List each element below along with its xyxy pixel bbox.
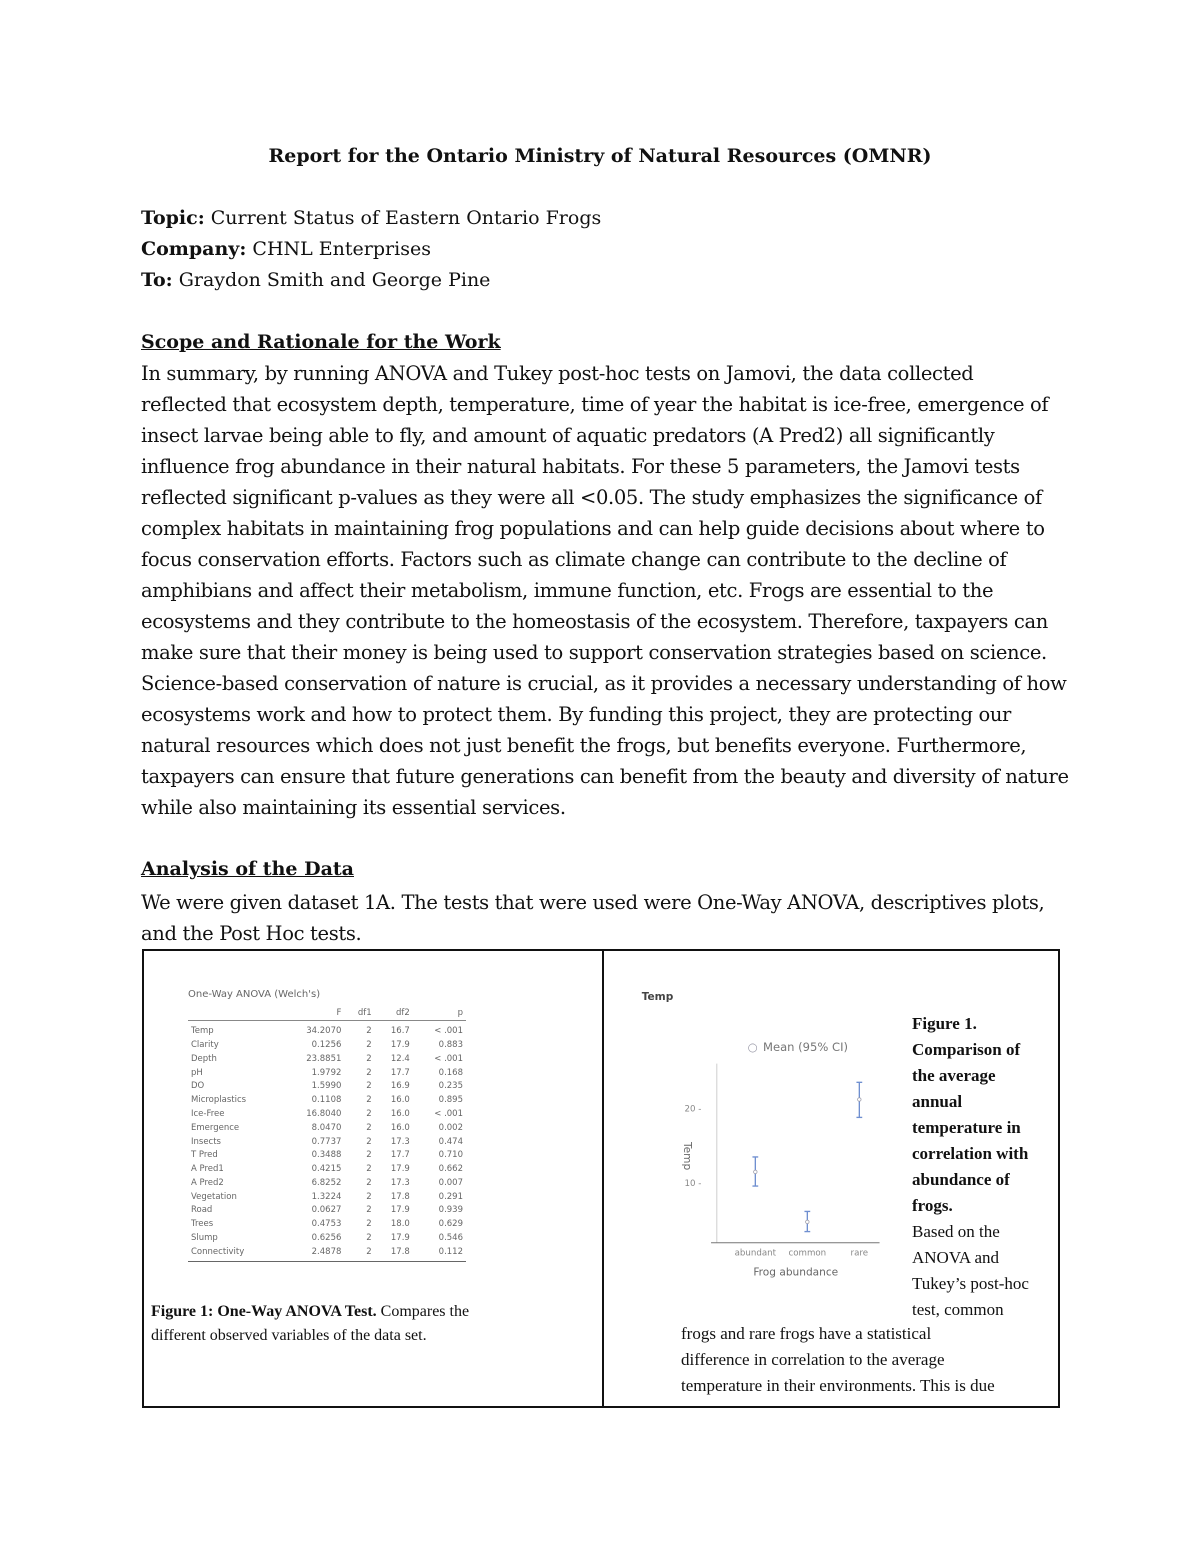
mean-point: [806, 1220, 809, 1223]
table-row: [188, 1093, 466, 1107]
column-divider: [602, 951, 604, 1406]
table-row: [188, 1107, 466, 1121]
table-cell: 2: [366, 1205, 372, 1216]
figure2-caption-continued: [681, 1321, 1061, 1399]
company-label: Company:: [141, 238, 247, 260]
figure2-caption-line: ANOVA and: [912, 1248, 1000, 1267]
figure2-caption-line: correlation with: [912, 1144, 1029, 1163]
table-cell: 17.8: [390, 1191, 410, 1202]
table-cell: 17.3: [390, 1136, 410, 1147]
table-cell: < .001: [434, 1108, 463, 1119]
table-cell: 0.1256: [311, 1040, 342, 1051]
analysis-heading: Analysis of the Data: [141, 858, 354, 880]
table-cell: 0.1108: [311, 1095, 342, 1106]
figure1-caption: [151, 1300, 571, 1348]
table-row: [188, 1052, 466, 1066]
figure2-caption-line: frogs and rare frogs have a statistical: [681, 1324, 932, 1343]
x-axis-label: Frog abundance: [753, 1266, 839, 1279]
paragraph-line: complex habitats in maintaining frog populations and can help guide decisions about where to: [141, 517, 1045, 540]
y-tick-label: 20 -: [684, 1104, 702, 1115]
company-line: [141, 238, 431, 260]
paragraph-line: insect larvae being able to fly, and amount of aquatic predators (A Pred2) all significantly: [141, 424, 995, 447]
table-cell: 23.8851: [306, 1053, 342, 1064]
topic-line: [141, 207, 601, 229]
table-cell: 0.6256: [311, 1233, 342, 1244]
table-cell: 0.4215: [311, 1164, 342, 1175]
table-cell: 2: [366, 1108, 372, 1119]
paragraph-line: influence frog abundance in their natural habitats. For these 5 parameters, the Jamovi tests: [141, 455, 1020, 478]
paragraph-line: taxpayers can ensure that future generations can benefit from the beauty and diversity of nature: [141, 765, 1069, 788]
figure2-caption-line: abundance of: [912, 1170, 1010, 1189]
table-cell: 17.9: [390, 1164, 410, 1175]
table-cell: 2: [344, 1245, 374, 1262]
table-row: [188, 1135, 466, 1149]
figure2-caption: [912, 1011, 1062, 1323]
paragraph-line: amphibians and affect their metabolism, immune function, etc. Frogs are essential to the: [141, 579, 994, 602]
anova-table-image: [188, 989, 470, 1262]
error-bars: [752, 1082, 862, 1231]
table-cell: pH: [191, 1067, 203, 1078]
table-cell: 0.4753: [311, 1219, 342, 1230]
table-cell: 17.9: [390, 1040, 410, 1051]
anova-header-cell: df2: [375, 1006, 413, 1021]
table-cell: 0.002: [438, 1122, 463, 1133]
figure2-caption-line: frogs.: [912, 1196, 953, 1215]
table-row: [188, 1204, 466, 1218]
table-cell: 17.3: [390, 1177, 410, 1188]
paragraph-line: while also maintaining its essential services.: [141, 796, 566, 819]
table-cell: 17.7: [390, 1067, 410, 1078]
table-row: [188, 1066, 466, 1080]
topic-value: Current Status of Eastern Ontario Frogs: [210, 207, 602, 229]
topic-label: Topic:: [141, 207, 205, 229]
chart-title: Temp: [641, 991, 674, 1004]
table-cell: Clarity: [191, 1040, 219, 1051]
legend-marker: ○: [747, 1040, 758, 1055]
table-row: [188, 1148, 466, 1162]
paragraph-line: reflected that ecosystem depth, temperature, time of year the habitat is ice-free, emergence of: [141, 393, 1049, 416]
table-cell: Vegetation: [191, 1191, 237, 1202]
paragraph-line: ecosystems and they contribute to the homeostasis of the ecosystem. Therefore, taxpayers can: [141, 610, 1048, 633]
table-row: [188, 1190, 466, 1204]
table-row: [188, 1245, 466, 1262]
table-cell: 18.0: [390, 1219, 410, 1230]
table-cell: 12.4: [390, 1053, 410, 1064]
figure2-caption-line: temperature in: [912, 1118, 1021, 1137]
anova-header-cell: df1: [344, 1006, 374, 1021]
scope-heading: Scope and Rationale for the Work: [141, 331, 501, 353]
table-cell: Connectivity: [188, 1245, 281, 1262]
table-cell: 0.895: [438, 1095, 463, 1106]
table-cell: 2: [366, 1219, 372, 1230]
figure1-caption-bold: Figure 1: One-Way ANOVA Test.: [151, 1303, 377, 1320]
table-cell: 2.4878: [281, 1245, 344, 1262]
table-cell: 16.9: [390, 1081, 410, 1092]
table-cell: Microplastics: [191, 1095, 247, 1106]
table-cell: 2: [366, 1122, 372, 1133]
figure2-caption-line: the average: [912, 1066, 996, 1085]
table-cell: 17.8: [375, 1245, 413, 1262]
table-cell: 17.9: [390, 1233, 410, 1244]
table-cell: 2: [366, 1095, 372, 1106]
y-axis-label: Temp: [681, 1142, 694, 1171]
figure2-caption-line: annual: [912, 1092, 963, 1111]
table-cell: Slump: [191, 1233, 218, 1244]
table-cell: A Pred1: [191, 1164, 224, 1175]
table-cell: 0.112: [413, 1245, 466, 1262]
table-row: [188, 1217, 466, 1231]
table-cell: 16.0: [390, 1095, 410, 1106]
table-cell: 16.7: [390, 1026, 410, 1037]
x-tick-label: abundant: [734, 1248, 777, 1259]
anova-header-cell: [188, 1006, 281, 1021]
table-cell: 0.546: [438, 1233, 463, 1244]
table-row: [188, 1162, 466, 1176]
paragraph-line: make sure that their money is being used to support conservation strategies based on science.: [141, 641, 1047, 664]
table-cell: 0.291: [438, 1191, 463, 1202]
anova-table: [188, 1006, 466, 1262]
table-cell: 0.474: [438, 1136, 463, 1147]
table-cell: 1.3224: [311, 1191, 342, 1202]
figure2-caption-line: Comparison of: [912, 1040, 1021, 1059]
table-cell: Ice-Free: [191, 1108, 225, 1119]
table-cell: 17.7: [390, 1150, 410, 1161]
figures-table: [142, 949, 1060, 1408]
table-cell: Insects: [191, 1136, 221, 1147]
figure1-caption-text2: different observed variables of the data set.: [151, 1327, 427, 1344]
x-ticks: [735, 1248, 869, 1258]
anova-body: [188, 1021, 466, 1262]
table-cell: 2: [366, 1136, 372, 1147]
table-cell: Road: [191, 1205, 213, 1216]
figure1-caption-text: Compares the: [376, 1303, 470, 1320]
recipient-label: To:: [141, 269, 173, 291]
table-cell: 16.8040: [306, 1108, 342, 1119]
figure2-caption-line: test, common: [912, 1300, 1004, 1319]
paragraph-line: We were given dataset 1A. The tests that were used were One-Way ANOVA, descriptives plots,: [141, 891, 1045, 914]
table-cell: 0.235: [438, 1081, 463, 1092]
table-cell: 0.7737: [311, 1136, 342, 1147]
chart-legend: Mean (95% CI): [763, 1040, 848, 1055]
table-cell: 2: [366, 1081, 372, 1092]
table-cell: 0.939: [438, 1205, 463, 1216]
table-row: [188, 1021, 466, 1039]
table-cell: 2: [366, 1053, 372, 1064]
figure2-caption-line: temperature in their environments. This is due: [681, 1376, 995, 1395]
table-cell: 0.629: [438, 1219, 463, 1230]
table-cell: 0.168: [438, 1067, 463, 1078]
table-cell: 2: [366, 1040, 372, 1051]
temp-errorbar-chart: [634, 973, 894, 1293]
x-tick-label: rare: [850, 1248, 869, 1259]
table-cell: Trees: [191, 1219, 214, 1230]
table-cell: 17.9: [390, 1205, 410, 1216]
table-row: [188, 1176, 466, 1190]
recipient-line: [141, 269, 490, 291]
figure2-caption-line: difference in correlation to the average: [681, 1350, 945, 1369]
company-value: CHNL Enterprises: [252, 238, 431, 260]
table-cell: 16.0: [390, 1122, 410, 1133]
table-cell: 2: [366, 1067, 372, 1078]
anova-table-title: One-Way ANOVA (Welch's): [188, 989, 321, 1000]
table-cell: 2: [366, 1233, 372, 1244]
table-row: [188, 1038, 466, 1052]
table-cell: 8.0470: [311, 1122, 342, 1133]
anova-header-row: [188, 1006, 466, 1021]
paragraph-line: Science-based conservation of nature is crucial, as it provides a necessary understanding of how: [141, 672, 1067, 695]
table-cell: Emergence: [191, 1122, 240, 1133]
table-cell: A Pred2: [191, 1177, 224, 1188]
table-cell: < .001: [434, 1053, 463, 1064]
paragraph-line: natural resources which does not just benefit the frogs, but benefits everyone. Furthermore,: [141, 734, 1027, 757]
table-row: [188, 1231, 466, 1245]
paragraph-line: and the Post Hoc tests.: [141, 922, 362, 945]
table-cell: 2: [366, 1164, 372, 1175]
table-cell: DO: [191, 1081, 205, 1092]
table-cell: 2: [366, 1150, 372, 1161]
table-cell: T Pred: [191, 1150, 218, 1161]
analysis-paragraph: [141, 887, 1051, 949]
table-cell: 2: [366, 1191, 372, 1202]
table-cell: 6.8252: [311, 1177, 342, 1188]
table-cell: 0.662: [438, 1164, 463, 1175]
figure2-caption-line: Based on the: [912, 1222, 1000, 1241]
table-row: [188, 1121, 466, 1135]
paragraph-line: In summary, by running ANOVA and Tukey post-hoc tests on Jamovi, the data collected: [141, 362, 974, 385]
recipient-value: Graydon Smith and George Pine: [178, 269, 491, 291]
table-cell: 1.9792: [311, 1067, 342, 1078]
paragraph-line: focus conservation efforts. Factors such as climate change can contribute to the decline of: [141, 548, 1007, 571]
report-title: Report for the Ontario Ministry of Natural Resources (OMNR): [268, 145, 932, 167]
table-row: [188, 1080, 466, 1094]
table-cell: 0.883: [438, 1040, 463, 1051]
table-cell: < .001: [434, 1026, 463, 1037]
table-cell: 16.0: [390, 1108, 410, 1119]
figure2-caption-line: Tukey’s post-hoc: [912, 1274, 1029, 1293]
paragraph-line: ecosystems work and how to protect them. By funding this project, they are protecting our: [141, 703, 1012, 726]
paragraph-line: reflected significant p-values as they were all <0.05. The study emphasizes the significance of: [141, 486, 1042, 509]
table-cell: 2: [366, 1026, 372, 1037]
table-cell: 34.2070: [306, 1026, 342, 1037]
mean-point: [858, 1098, 861, 1101]
mean-point: [754, 1170, 757, 1173]
table-cell: 0.0627: [311, 1205, 342, 1216]
anova-header-cell: p: [413, 1006, 466, 1021]
figure2-caption-line: Figure 1.: [912, 1014, 977, 1033]
table-cell: Temp: [191, 1026, 214, 1037]
y-tick-label: 10 -: [684, 1178, 702, 1189]
table-cell: Depth: [191, 1053, 217, 1064]
anova-header-cell: F: [281, 1006, 344, 1021]
x-tick-label: common: [788, 1248, 827, 1259]
table-cell: 0.710: [438, 1150, 463, 1161]
table-cell: 1.5990: [311, 1081, 342, 1092]
table-cell: 2: [366, 1177, 372, 1188]
table-cell: 0.3488: [311, 1150, 342, 1161]
scope-paragraph: [141, 358, 1069, 823]
table-cell: 0.007: [438, 1177, 463, 1188]
